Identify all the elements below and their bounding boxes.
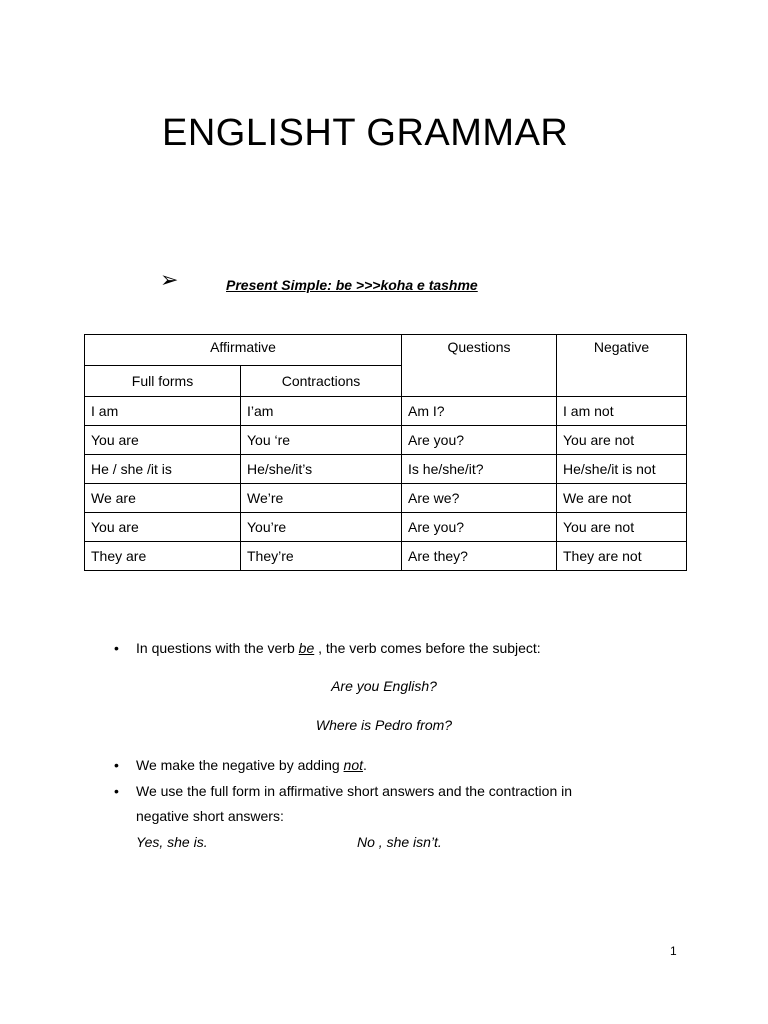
table-row <box>85 484 687 513</box>
cell-negative: You are not <box>557 426 687 455</box>
cell-negative: We are not <box>557 484 687 513</box>
table-row <box>85 397 687 426</box>
note-text-part: . <box>363 757 367 773</box>
cell-contraction: I’am <box>241 397 402 426</box>
page-title: ENGLISHT GRAMMAR <box>162 112 569 154</box>
note-text <box>136 757 367 773</box>
cell-full-form: They are <box>85 542 241 571</box>
page-number: 1 <box>670 944 677 958</box>
cell-full-form: You are <box>85 513 241 542</box>
emphasis-word: be <box>298 640 315 656</box>
short-answer-negative: No , she isn’t. <box>357 834 442 850</box>
note-text-part: In questions with the verb <box>136 640 299 656</box>
cell-contraction: We’re <box>241 484 402 513</box>
short-answer-affirmative: Yes, she is. <box>136 834 208 850</box>
cell-question: Am I? <box>402 397 557 426</box>
bullet-icon: • <box>114 757 119 773</box>
table-row <box>85 455 687 484</box>
note-text: We use the full form in affirmative short answers and the contraction in <box>136 783 573 799</box>
cell-contraction: They’re <box>241 542 402 571</box>
section-subheading: Present Simple: be >>>koha e tashme <box>226 277 478 293</box>
bullet-icon: • <box>114 640 119 656</box>
table-row <box>85 426 687 455</box>
verb-be-table <box>84 334 687 571</box>
header-affirmative: Affirmative <box>85 335 402 366</box>
cell-negative: You are not <box>557 513 687 542</box>
cell-question: Are we? <box>402 484 557 513</box>
note-text: negative short answers: <box>136 808 284 824</box>
arrow-bullet-icon: ➢ <box>160 267 179 292</box>
cell-full-form: You are <box>85 426 241 455</box>
header-negative: Negative <box>557 335 687 397</box>
cell-negative: He/she/it is not <box>557 455 687 484</box>
cell-contraction: You’re <box>241 513 402 542</box>
cell-full-form: We are <box>85 484 241 513</box>
table-row <box>85 542 687 571</box>
cell-full-form: He / she /it is <box>85 455 241 484</box>
note-text-part: , the verb comes before the subject: <box>314 640 541 656</box>
cell-question: Are you? <box>402 513 557 542</box>
cell-negative: I am not <box>557 397 687 426</box>
cell-question: Is he/she/it? <box>402 455 557 484</box>
example-sentence: Are you English? <box>331 678 437 694</box>
cell-negative: They are not <box>557 542 687 571</box>
header-contractions: Contractions <box>241 366 402 397</box>
emphasis-word: not <box>343 757 364 773</box>
example-sentence: Where is Pedro from? <box>315 717 453 733</box>
table-row <box>85 513 687 542</box>
note-text <box>136 640 541 656</box>
cell-contraction: You ‘re <box>241 426 402 455</box>
cell-full-form: I am <box>85 397 241 426</box>
note-text-part: We make the negative by adding <box>136 757 344 773</box>
table-header-row <box>85 335 687 366</box>
bullet-icon: • <box>114 783 119 799</box>
cell-contraction: He/she/it’s <box>241 455 402 484</box>
header-full-forms: Full forms <box>85 366 241 397</box>
cell-question: Are you? <box>402 426 557 455</box>
cell-question: Are they? <box>402 542 557 571</box>
header-questions: Questions <box>402 335 557 397</box>
